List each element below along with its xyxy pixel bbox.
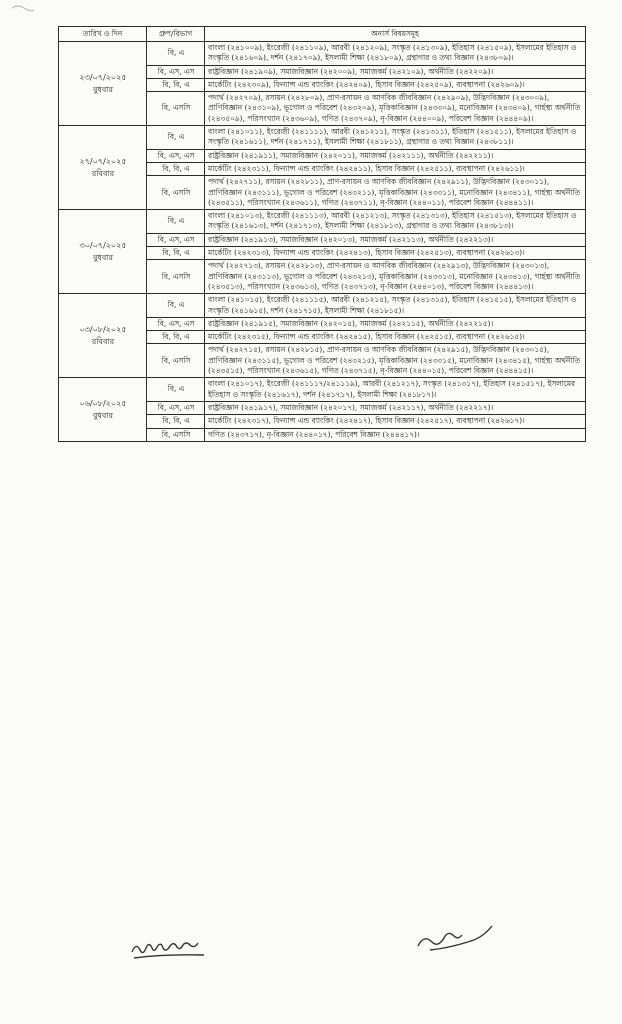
header-date-day: তারিখ ও দিন xyxy=(59,27,147,42)
exam-weekday: বুধবার xyxy=(92,84,114,94)
group-cell: বি, এস, এস xyxy=(147,317,205,330)
subjects-cell: রাষ্ট্রবিজ্ঞান (২৪১৯১৩), সমাজবিজ্ঞান (২৪২০১৩), সমাজকর্ম (২৪২১১৩), অর্থনীতি (২৪২২১৩)। xyxy=(205,233,586,246)
group-cell: বি, এ xyxy=(147,126,205,150)
group-cell: বি, এস, এস xyxy=(147,149,205,162)
table-row xyxy=(59,378,586,402)
date-day-cell xyxy=(59,42,147,126)
header-subjects: অনার্স বিষয়সমূহ xyxy=(205,27,586,42)
exam-date: ০৩/০৮/২০২৫ xyxy=(79,324,127,334)
subjects-cell: পদার্থ (২৪২৭১৩), রসায়ন (২৪২৮১৩), প্রাণ-রসায়ন ও আণবিক জীববিজ্ঞান (২৪২৯১৩), উদ্ভিদবিজ্ঞান (২৪৩০১৩), প্রাণিবিজ্ঞান (২৪৩১১৩), ভূগোল ও পরিবেশ (২৪৩২১৩), মৃত্তিকাবিজ্ঞান (২৪৩৩১৩), মনোবিজ্ঞান (২৪৩৪১৩), গার্হস্থ্য অর্থনীতি (২৪৩৫১৩), পরিসংখ্যান (২৪৩৬১৩), গণিত (২৪৩৭১৩), নৃ-বিজ্ঞান (২৪৪০১৩), পরিবেশ বিজ্ঞান (২৪৪৪১৩)। xyxy=(205,260,586,294)
date-day-cell xyxy=(59,210,147,294)
subjects-cell: মার্কেটিং (২৪২৩১৩), ফিন্যান্স এন্ড ব্যাংকিং (২৪২৪১৩), হিসাব বিজ্ঞান (২৪২৫১৩), ব্যবস্থাপনা (২৪২৬১৩)। xyxy=(205,247,586,260)
group-cell: বি, এ xyxy=(147,42,205,66)
group-cell: বি, এস, এস xyxy=(147,65,205,78)
table-row xyxy=(59,294,586,318)
exam-date: ২৭/০৭/২০২৫ xyxy=(79,156,127,166)
subjects-cell: বাংলা (২৪১০১৭), ইংরেজী (২৪১১১৭/২৪১১১৯), আরবী (২৪১২১৭), সংস্কৃত (২৪১৩১৭), ইতিহাস (২৪১৫১৭), ইসলামের ইতিহাস ও সংস্কৃতি (২৪১৬১৭), দর্শন (২৪১৭১৭), ইসলামী শিক্ষা (২৪১৮১৭)। xyxy=(205,378,586,402)
group-cell: বি, এসসি xyxy=(147,344,205,378)
group-cell: বি, বি, এ xyxy=(147,78,205,91)
subjects-cell: বাংলা (২৪১০০৯), ইংরেজী (২৪১১০৯), আরবী (২৪১২০৯), সংস্কৃত (২৪১৩০৯), ইতিহাস (২৪১৫০৯), ইসলামের ইতিহাস ও সংস্কৃতি (২৪১৬০৯), দর্শন (২৪১৭০৯), ইসলামী শিক্ষা (২৪১৮০৯), গ্রন্থাগার ও তথ্য বিজ্ঞান (২৪৩৮০৯)। xyxy=(205,42,586,66)
subjects-cell: গণিত (২৪৩৭১৭), নৃ-বিজ্ঞান (২৪৪০১৭), পরিবেশ বিজ্ঞান (২৪৪৪১৭)। xyxy=(205,428,586,441)
table-row xyxy=(59,126,586,150)
exam-date: ৩০/০৭/২০২৫ xyxy=(79,240,127,250)
group-cell: বি, বি, এ xyxy=(147,331,205,344)
subjects-cell: মার্কেটিং (২৪২৩১৫), ফিন্যান্স এন্ড ব্যাংকিং (২৪২৪১৫), হিসাব বিজ্ঞান (২৪২৫১৫), ব্যবস্থাপনা (২৪২৬১৫)। xyxy=(205,331,586,344)
subjects-cell: রাষ্ট্রবিজ্ঞান (২৪১৯১৫), সমাজবিজ্ঞান (২৪২০১৫), সমাজকর্ম (২৪২১১৫), অর্থনীতি (২৪২২১৫)। xyxy=(205,317,586,330)
exam-date: ০৬/০৮/২০২৫ xyxy=(79,398,127,408)
date-day-cell xyxy=(59,126,147,210)
table-row xyxy=(59,210,586,234)
table-header-row xyxy=(59,27,586,42)
subjects-cell: পদার্থ (২৪২৭১৫), রসায়ন (২৪২৮১৫), প্রাণ-রসায়ন ও আণবিক জীববিজ্ঞান (২৪২৯১৫), উদ্ভিদবিজ্ঞান (২৪৩০১৫), প্রাণিবিজ্ঞান (২৪৩১১৫), ভূগোল ও পরিবেশ (২৪৩২১৫), মৃত্তিকাবিজ্ঞান (২৪৩৩১৫), মনোবিজ্ঞান (২৪৩৪১৫), গার্হস্থ্য অর্থনীতি (২৪৩৫১৫), পরিসংখ্যান (২৪৩৬১৫), গণিত (২৪৩৭১৫), নৃ-বিজ্ঞান (২৪৪০১৫), পরিবেশ বিজ্ঞান (২৪৪৪১৫)। xyxy=(205,344,586,378)
date-day-cell xyxy=(59,294,147,378)
date-day-cell xyxy=(59,378,147,441)
group-cell: বি, বি, এ xyxy=(147,247,205,260)
exam-schedule-table xyxy=(58,26,586,442)
subjects-cell: রাষ্ট্রবিজ্ঞান (২৪১৯১৭), সমাজবিজ্ঞান (২৪২০১৭), সমাজকর্ম (২৪২১১৭), অর্থনীতি (২৪২২১৭)। xyxy=(205,401,586,414)
subjects-cell: বাংলা (২৪১০১৩), ইংরেজী (২৪১১১৩), আরবী (২৪১২১৩), সংস্কৃত (২৪১৩১৩), ইতিহাস (২৪১৫১৩), ইসলামের ইতিহাস ও সংস্কৃতি (২৪১৬১৩), দর্শন (২৪১৭১৩), ইসলামী শিক্ষা (২৪১৮১৩), গ্রন্থাগার ও তথ্য বিজ্ঞান (২৪৩৮১৩)। xyxy=(205,210,586,234)
subjects-cell: বাংলা (২৪১০১৫), ইংরেজী (২৪১১১৫), আরবী (২৪১২১৫), সংস্কৃত (২৪১৩১৫), ইতিহাস (২৪১৫১৫), ইসলামের ইতিহাস ও সংস্কৃতি (২৪১৬১৫), দর্শন (২৪১৭১৫), ইসলামী শিক্ষা (২৪১৮১৫)। xyxy=(205,294,586,318)
subjects-cell: মার্কেটিং (২৪২৩১১), ফিন্যান্স এন্ড ব্যাংকিং (২৪২৪১১), হিসাব বিজ্ঞান (২৪২৫১১), ব্যবস্থাপনা (২৪২৬১১)। xyxy=(205,162,586,175)
subjects-cell: পদার্থ (২৪২৭১১), রসায়ন (২৪২৮১১), প্রাণ-রসায়ন ও আণবিক জীববিজ্ঞান (২৪২৯১১), উদ্ভিদবিজ্ঞান (২৪৩০১১), প্রাণিবিজ্ঞান (২৪৩১১১), ভূগোল ও পরিবেশ (২৪৩২১১), মৃত্তিকাবিজ্ঞান (২৪৩৩১১), মনোবিজ্ঞান (২৪৩৪১১), গার্হস্থ্য অর্থনীতি (২৪৩৫১১), পরিসংখ্যান (২৪৩৬১১), গণিত (২৪৩৭১১), নৃ-বিজ্ঞান (২৪৪০১১), পরিবেশ বিজ্ঞান (২৪৪৪১১)। xyxy=(205,176,586,210)
subjects-cell: রাষ্ট্রবিজ্ঞান (২৪১৯০৯), সমাজবিজ্ঞান (২৪২০০৯), সমাজকর্ম (২৪২১০৯), অর্থনীতি (২৪২২০৯)। xyxy=(205,65,586,78)
group-cell: বি, এসসি xyxy=(147,428,205,441)
table-body xyxy=(59,42,586,442)
left-signature xyxy=(128,930,218,966)
group-cell: বি, এস, এস xyxy=(147,233,205,246)
group-cell: বি, এ xyxy=(147,210,205,234)
subjects-cell: মার্কেটিং (২৪২৩১৭), ফিন্যান্স এন্ড ব্যাংকিং (২৪২৪১৭), হিসাব বিজ্ঞান (২৪২৫১৭), ব্যবস্থাপনা (২৪২৬১৭)। xyxy=(205,415,586,428)
subjects-cell: পদার্থ (২৪২৭০৯), রসায়ন (২৪২৮০৯), প্রাণ-রসায়ন ও আণবিক জীববিজ্ঞান (২৪২৯০৯), উদ্ভিদবিজ্ঞান (২৪৩০০৯), প্রাণিবিজ্ঞান (২৪৩১০৯), ভূগোল ও পরিবেশ (২৪৩২০৯), মৃত্তিকাবিজ্ঞান (২৪৩৩০৯), মনোবিজ্ঞান (২৪৩৪০৯), গার্হস্থ্য অর্থনীতি (২৪৩৫০৯), পরিসংখ্যান (২৪৩৬০৯), গণিত (২৪৩৭০৯), নৃ-বিজ্ঞান (২৪৪০০৯), পরিবেশ বিজ্ঞান (২৪৪৪০৯)। xyxy=(205,92,586,126)
exam-weekday: বুধবার xyxy=(92,410,114,420)
subjects-cell: মার্কেটিং (২৪২৩০৯), ফিন্যান্স এন্ড ব্যাংকিং (২৪২৪০৯), হিসাব বিজ্ঞান (২৪২৫০৯), ব্যবস্থাপনা (২৪২৬০৯)। xyxy=(205,78,586,91)
subjects-cell: বাংলা (২৪১০১১), ইংরেজী (২৪১১১১), আরবী (২৪১২১১), সংস্কৃত (২৪১৩১১), ইতিহাস (২৪১৫১১), ইসলামের ইতিহাস ও সংস্কৃতি (২৪১৬১১), দর্শন (২৪১৭১১), ইসলামী শিক্ষা (২৪১৮১১), গ্রন্থাগার ও তথ্য বিজ্ঞান (২৪৩৮১১)। xyxy=(205,126,586,150)
group-cell: বি, এসসি xyxy=(147,92,205,126)
group-cell: বি, বি, এ xyxy=(147,415,205,428)
exam-date: ২৩/০৭/২০২৫ xyxy=(79,72,127,82)
exam-weekday: রবিবার xyxy=(91,168,115,178)
table-row xyxy=(59,42,586,66)
exam-weekday: বুধবার xyxy=(92,252,114,262)
exam-weekday: রবিবার xyxy=(91,336,115,346)
group-cell: বি, এসসি xyxy=(147,176,205,210)
header-group: গ্রুপ/বিভাগ xyxy=(147,27,205,42)
right-signature xyxy=(410,920,500,960)
group-cell: বি, এসসি xyxy=(147,260,205,294)
group-cell: বি, এ xyxy=(147,378,205,402)
group-cell: বি, এস, এস xyxy=(147,401,205,414)
group-cell: বি, এ xyxy=(147,294,205,318)
group-cell: বি, বি, এ xyxy=(147,162,205,175)
subjects-cell: রাষ্ট্রবিজ্ঞান (২৪১৯১১), সমাজবিজ্ঞান (২৪২০১১), সমাজকর্ম (২৪২১১১), অর্থনীতি (২৪২২১১)। xyxy=(205,149,586,162)
